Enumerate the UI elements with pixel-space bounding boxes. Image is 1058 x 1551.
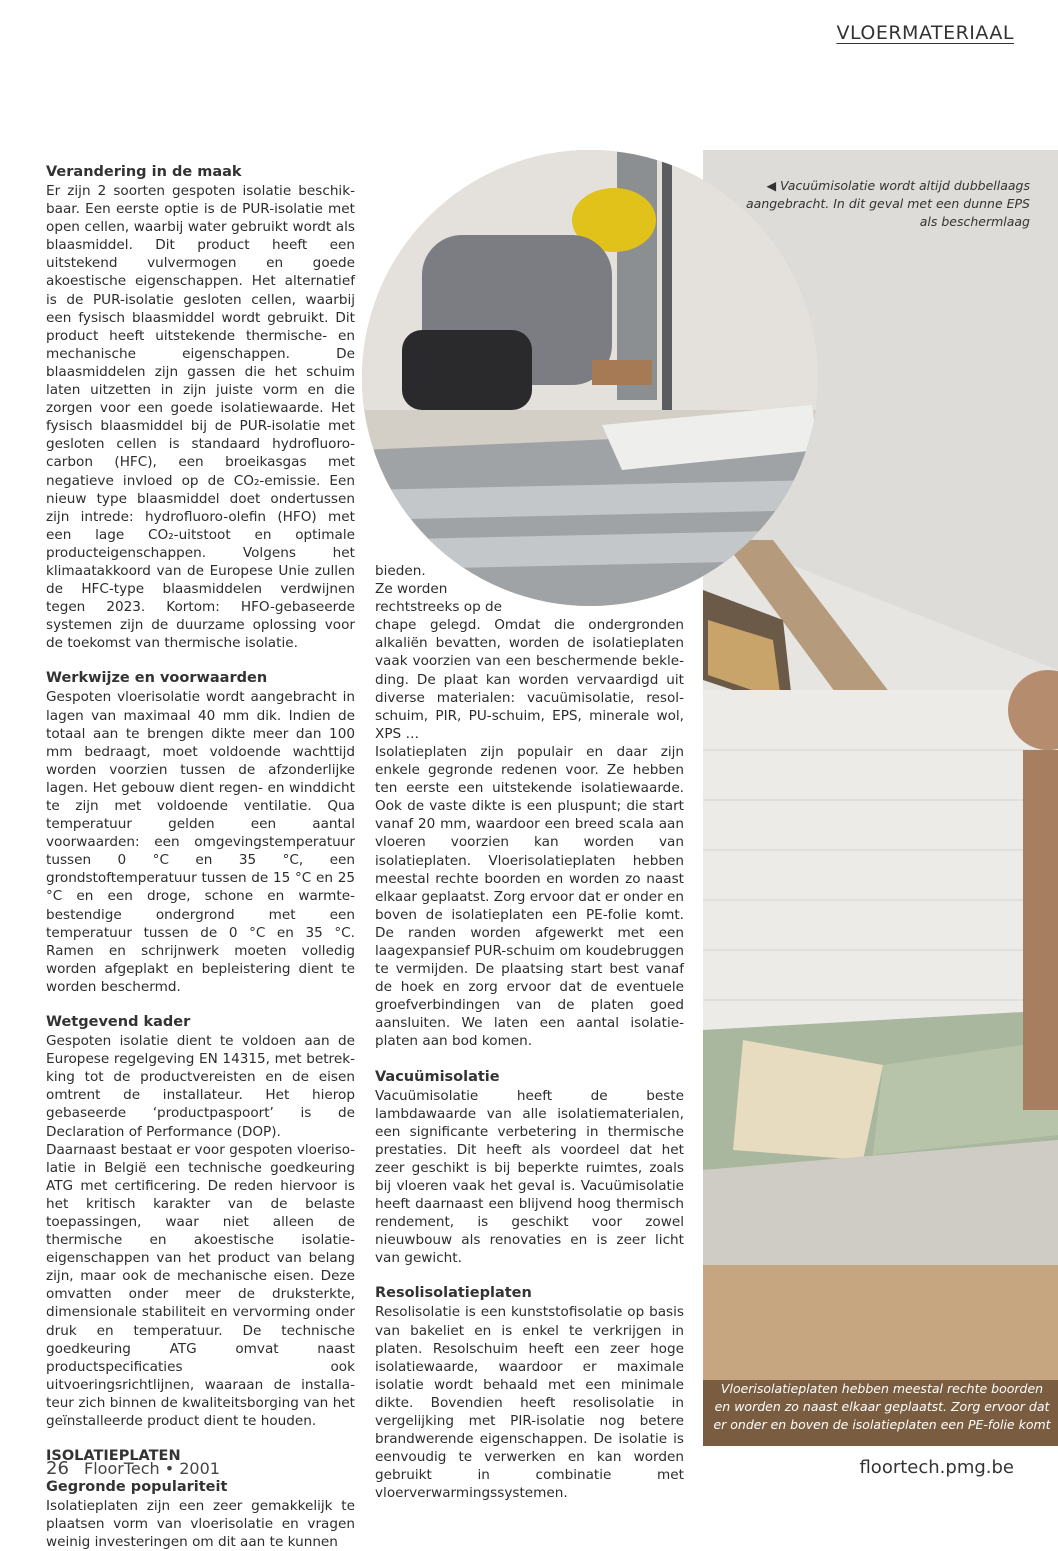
photo-worker-placing-panels — [362, 150, 818, 606]
heading-vacuumisolatie: Vacuümisolatie — [375, 1068, 500, 1085]
heading-wetgevend: Wetgevend kader — [46, 1014, 191, 1031]
paragraph: Ze worden — [375, 581, 448, 598]
paragraph: Resolisolatie is een kunststofisolatie op basis van bakeliet en is enkel te verkrijgen in platen. Resolschuim heeft een zeer hoge isolatiewaarde, waardoor er maximale isolatie wordt behaald met een minimale dikte. Bovendien heeft resolisolatie in vergelijking met PIR-isolatie nog betere brandwerende eigenschappen. De isolatie is eenvoudig te verwerken en kan worden gebruikt in combinatie met vloerverwarmingssystemen. — [375, 1304, 684, 1502]
paragraph: chape gelegd. Omdat die ondergronden alkaliën bevatten, worden de isolatieplaten vaak voorzien van een beschermende bekleding. De plaat kan worden vervaardigd uit diverse materialen: vacuümisolatie, resolschuim, PIR, PU-schuim, EPS, minerale wol, XPS … — [375, 617, 684, 742]
caption-bottom: Vloerisolatieplaten hebben meestal rechte boorden en worden zo naast elkaar geplaatst. Zorg ervoor dat er onder en boven de isolatieplaten een PE-folie komt — [713, 1381, 1051, 1432]
heading-resolisolatieplaten: Resolisolatieplaten — [375, 1285, 532, 1302]
footer-website-link[interactable]: floortech.pmg.be — [859, 1457, 1014, 1478]
text-column-left — [46, 163, 355, 1551]
paragraph: Gespoten isolatie dient te voldoen aan de Europese regelgeving EN 14315, met betrekking tot de productvereisten en de eisen omtrent de installateur. Het hierop gebaseerde ‘productpaspoort’ is de Declaration of Performance (DOP). — [46, 1033, 355, 1140]
paragraph: Vacuümisolatie heeft de beste lambdawaarde van alle isolatiematerialen, een significante verbetering in thermische prestaties. Dit heeft als voordeel dat het zeer geschikt is bij beperkte ruimtes, zoals bij vloeren vaak het geval is. Vacuümisolatie heeft daarnaast een blijvend hoog thermisch rendement, is geschikt voor zowel nieuwbouw als renovaties en is zeer licht van gewicht. — [375, 1087, 684, 1267]
paragraph: Isolatieplaten zijn populair en daar zijn enkele gegronde redenen voor. Ze hebben ten eerste een uitstekende isolatiewaarde. Ook de vaste dikte is een pluspunt; die start vanaf 20 mm, waardoor een breed scala aan vloeren voorzien kan worden van isolatieplaten. Vloerisolatieplaten hebben meestal rechte boorden en worden zo naast elkaar geplaatst. Zorg ervoor dat er onder en boven de isolatieplaten een PE-folie komt. De randen worden afgewerkt met een laagexpansief PUR-schuim om koudebruggen te vermijden. De plaatsing start best vanaf de hoek en zorg ervoor dat de eventuele groefverbindingen van de platen goed aansluiten. We laten een aantal isolatieplaten aan bod komen. — [375, 743, 684, 1050]
heading-isolatieplaten: ISOLATIEPLATEN — [46, 1448, 181, 1465]
paragraph: rechtstreeks op de — [375, 599, 503, 616]
paragraph: Er zijn 2 soorten gespoten isolatie beschikbaar. Een eerste optie is de PUR-isolatie met open cellen, waarbij water gebruikt wordt als blaasmiddel. Dit product heeft een uitstekend vulvermogen en goede akoestische eigenschappen. Het alternatief is de PUR-isolatie gesloten cellen, waarbij een fysisch blaasmiddel wordt gebruikt. Dit product heeft uitstekende thermische- en mechanische eigenschappen. De blaasmiddelen zijn gassen die het schuim laten uitzetten in zijn juiste vorm en die zorgen voor een goede isolatiewaarde. Het fysisch blaasmiddel bij de PUR-isolatie met gesloten cellen is standaard hydrofluorocarbon (HFC), een broeikasgas met negatieve invloed op de CO₂-emissie. Een nieuw type blaasmiddel doet ondertussen zijn intrede: hydrofluoro-olefin (HFO) met een lage CO₂-uitstoot en optimale producteigenschappen. Volgens het klimaatakkoord van de Europese Unie zullen de HFC-type blaasmiddelen verdwijnen tegen 2023. Kortom: HFO-gebaseerde systemen zijn de duurzame oplossing voor de toekomst van thermische isolatie. — [46, 183, 355, 652]
text-column-middle — [375, 562, 684, 1503]
caption-top: ◀ Vacuümisolatie wordt altijd dubbellaags aangebracht. In dit geval met een dunne EPS als beschermlaag — [746, 178, 1030, 229]
heading-verandering: Verandering in de maak — [46, 164, 242, 180]
paragraph: Isolatieplaten zijn een zeer gemakkelijk te plaatsen vorm van vloerisolatie en vragen weinig investeringen om dit aan te kunnen — [46, 1498, 355, 1551]
paragraph: bieden. — [375, 563, 426, 579]
heading-werkwijze: Werkwijze en voorwaarden — [46, 670, 268, 687]
paragraph: Gespoten vloerisolatie wordt aangebracht in lagen van maximaal 40 mm dik. Indien de totaal aan te brengen dikte meer dan 100 mm bedraagt, moet voldoende wachttijd worden voorzien tussen de afzonderlijke lagen. Het gebouw dient regen- en winddicht te zijn met voldoende ventilatie. Qua temperatuur gelden een aantal voorwaarden: een omgevingstemperatuur tussen 0 °C en 35 °C, een grondstoftemperatuur tussen de 15 °C en 25 °C en een droge, schone en warmtebestendige ondergrond met een temperatuur tussen de 0 °C en 35 °C. Ramen en schrijnwerk moeten volledig worden afgeplakt en bepleistering dient te worden beschermd. — [46, 689, 355, 995]
publication-name: FloorTech • 2001 — [84, 1459, 220, 1478]
paragraph: Daarnaast bestaat er voor gespoten vloerisolatie in België een technische goedkeuring ATG met certificering. De reden hiervoor is het kritisch karakter van de belaste toepassingen, waar niet alleen de thermische en akoestische isolatie-eigenschappen van het product van belang zijn, maar ook de mechanische eisen. Deze omvatten onder meer de druksterkte, dimensionale stabiliteit en vervorming onder druk en temperatuur. De technische goedkeuring ATG omvat naast productspecificaties ook uitvoeringsrichtlijnen, waaraan de installateur zich binnen de kwaliteitsborging van het geïnstalleerde product dient te houden. — [46, 1141, 355, 1429]
section-label: VLOERMATERIAAL — [836, 22, 1014, 44]
heading-gegronde: Gegronde populariteit — [46, 1479, 228, 1496]
footer-left — [46, 1458, 220, 1479]
page-number: 26 — [46, 1458, 69, 1479]
